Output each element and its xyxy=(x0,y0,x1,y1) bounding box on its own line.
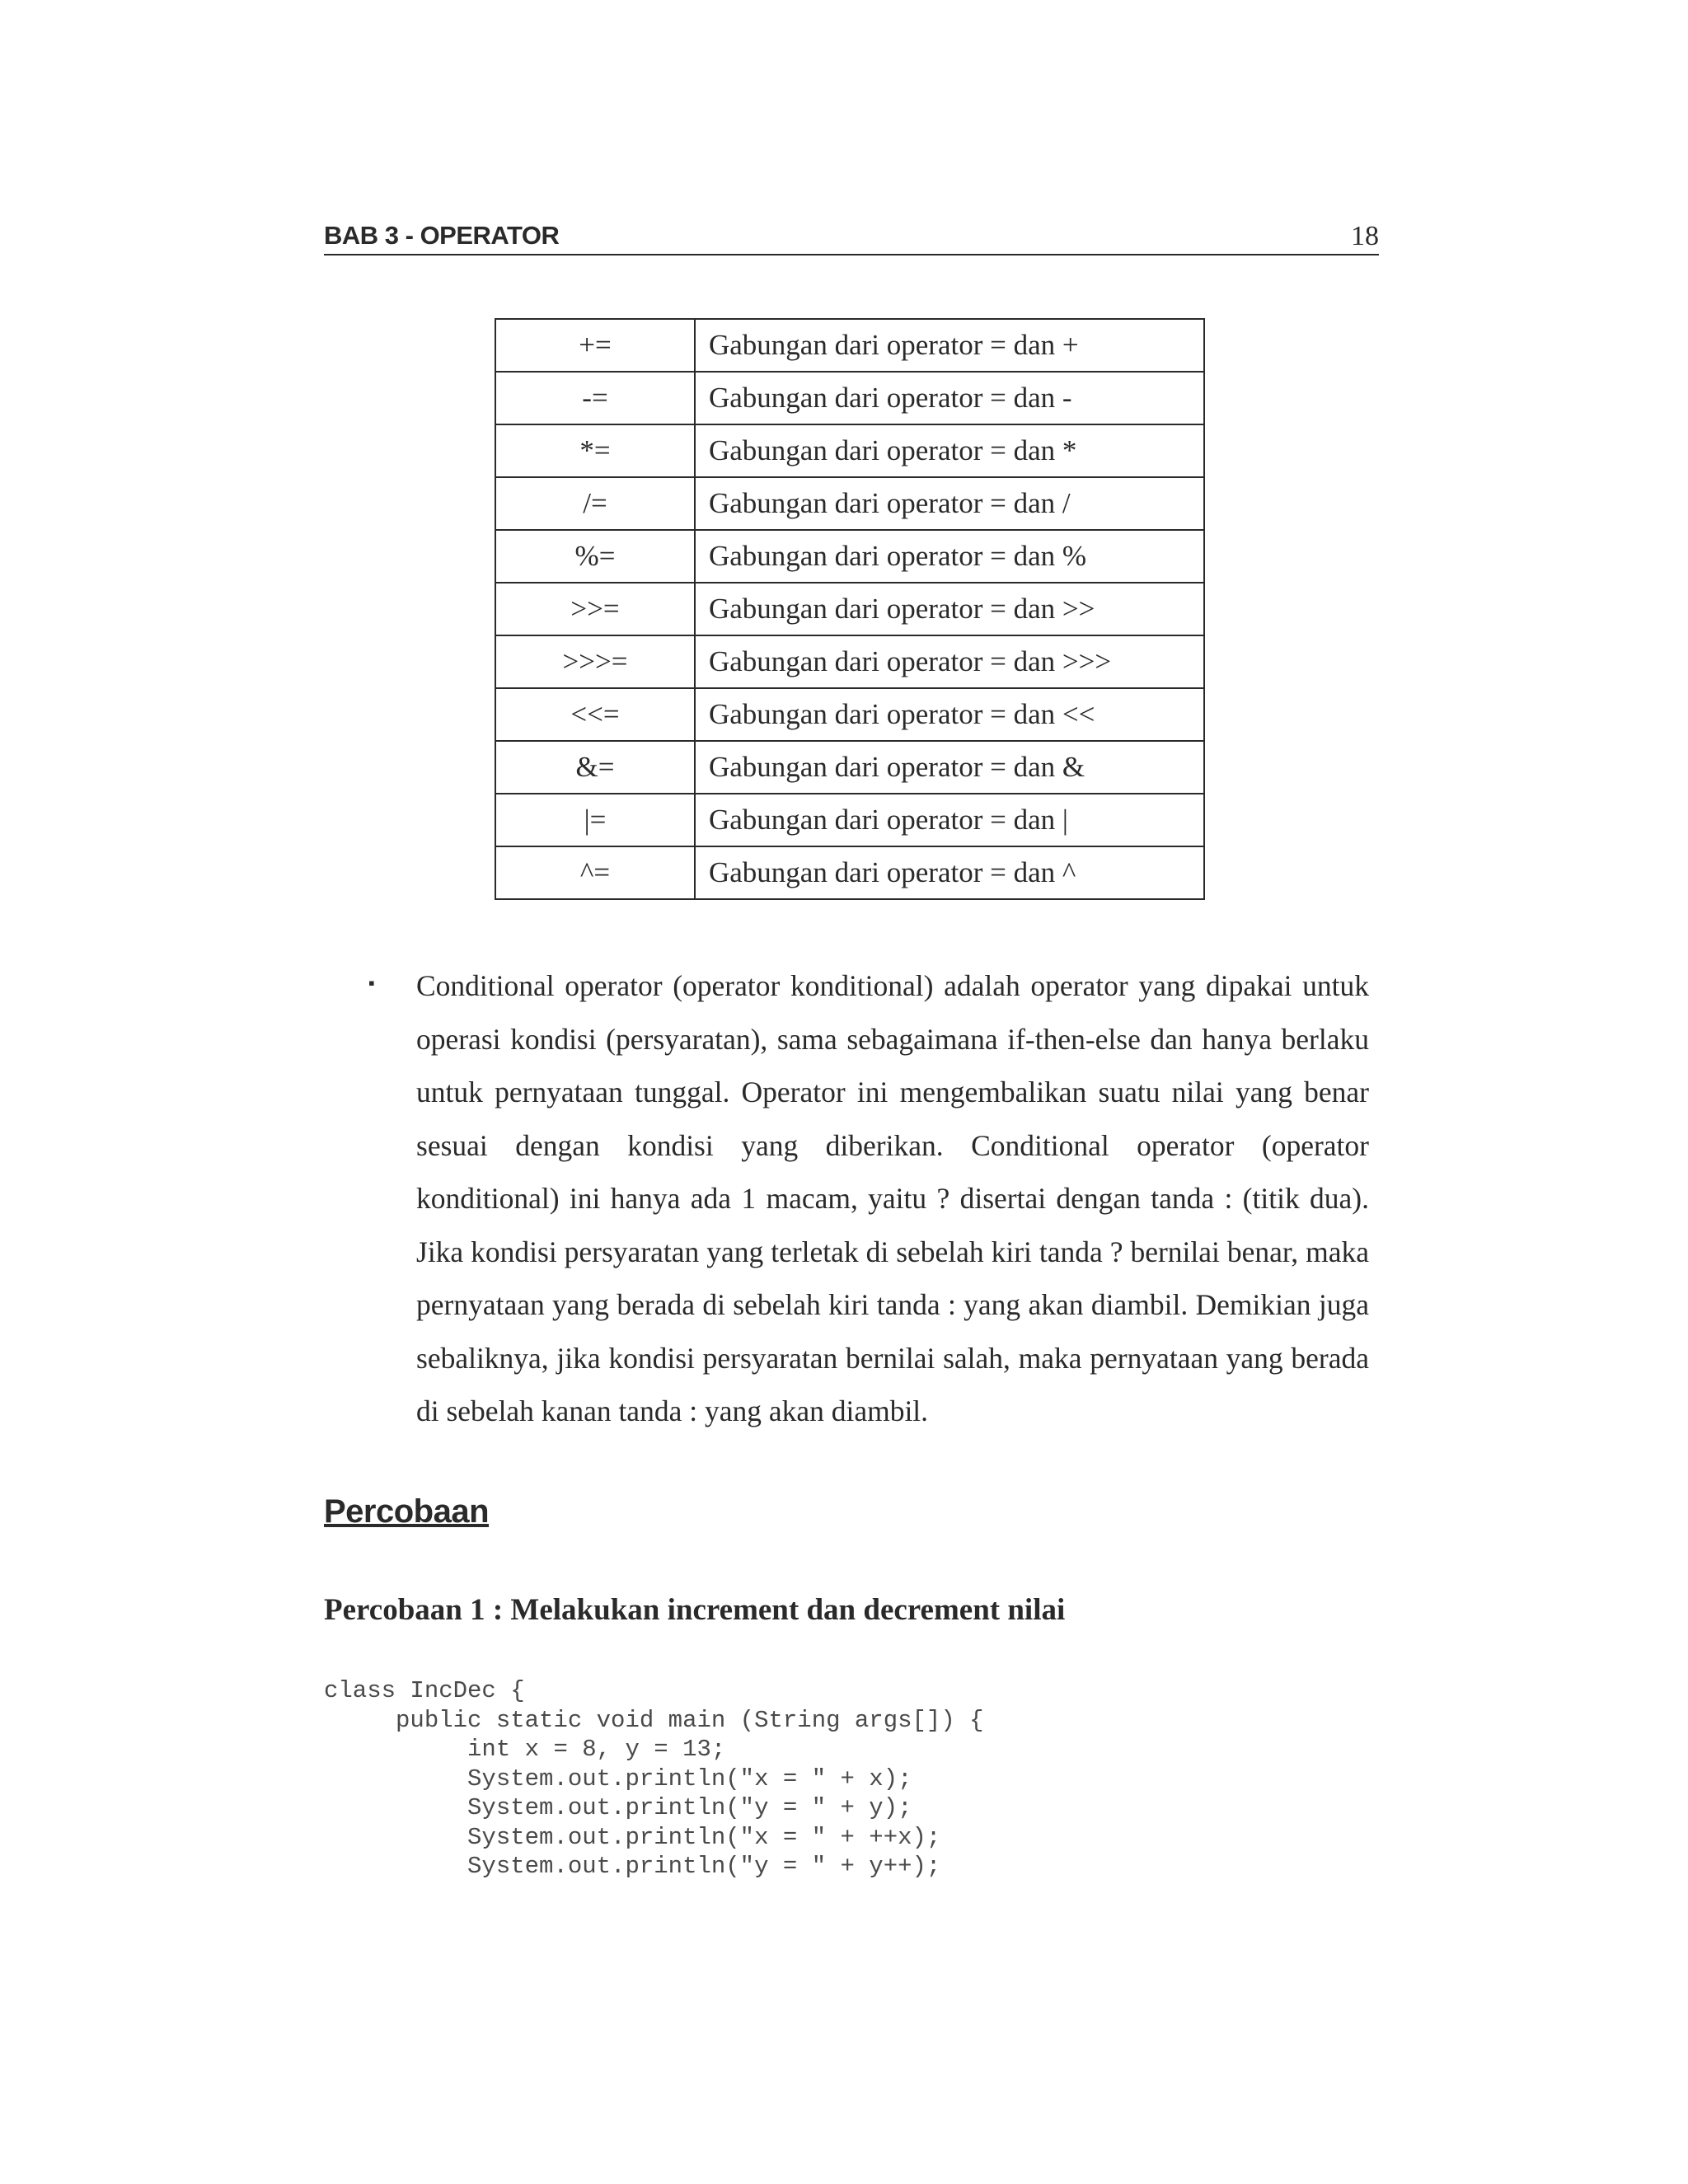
operator-cell: >>= xyxy=(495,583,695,635)
operator-cell: *= xyxy=(495,424,695,477)
operator-cell: -= xyxy=(495,372,695,424)
table-row xyxy=(495,319,1204,372)
description-cell: Gabungan dari operator = dan & xyxy=(695,741,1204,794)
operator-cell: |= xyxy=(495,794,695,846)
table-row xyxy=(495,424,1204,477)
description-cell: Gabungan dari operator = dan % xyxy=(695,530,1204,583)
description-cell: Gabungan dari operator = dan >>> xyxy=(695,635,1204,688)
operator-cell: += xyxy=(495,319,695,372)
description-cell: Gabungan dari operator = dan + xyxy=(695,319,1204,372)
page-header xyxy=(324,221,1379,255)
conditional-operator-paragraph: Conditional operator (operator konditional) adalah operator yang dipakai untuk operasi kondisi (persyaratan), sama sebagaimana if-then-else dan hanya berlaku untuk pernyataan tunggal. Operator ini mengembalikan suatu nilai yang benar sesuai dengan kondisi yang diberikan. Conditional operator (operator konditional) ini hanya ada 1 macam, yaitu ? disertai dengan tanda : (titik dua). Jika kondisi persyaratan yang terletak di sebelah kiri tanda ? bernilai benar, maka pernyataan yang berada di sebelah kiri tanda : yang akan diambil. Demikian juga sebaliknya, jika kondisi persyaratan bernilai salah, maka pernyataan yang berada di sebelah kanan tanda : yang akan diambil. xyxy=(416,969,1369,1427)
chapter-title: BAB 3 - OPERATOR xyxy=(324,221,560,250)
section-heading: Percobaan xyxy=(324,1493,490,1530)
operator-cell: ^= xyxy=(495,846,695,899)
subsection-heading: Percobaan 1 : Melakukan increment dan decrement nilai xyxy=(324,1593,1066,1627)
table-row xyxy=(495,846,1204,899)
bullet-marker: ▪ xyxy=(368,972,375,993)
description-cell: Gabungan dari operator = dan | xyxy=(695,794,1204,846)
table-row xyxy=(495,741,1204,794)
table-row xyxy=(495,688,1204,741)
description-cell: Gabungan dari operator = dan ^ xyxy=(695,846,1204,899)
description-cell: Gabungan dari operator = dan - xyxy=(695,372,1204,424)
operator-cell: /= xyxy=(495,477,695,530)
table-row xyxy=(495,635,1204,688)
description-cell: Gabungan dari operator = dan / xyxy=(695,477,1204,530)
table-row xyxy=(495,583,1204,635)
table-row xyxy=(495,794,1204,846)
description-cell: Gabungan dari operator = dan * xyxy=(695,424,1204,477)
table-row xyxy=(495,477,1204,530)
description-cell: Gabungan dari operator = dan << xyxy=(695,688,1204,741)
operator-cell: >>>= xyxy=(495,635,695,688)
table-row xyxy=(495,530,1204,583)
page-number: 18 xyxy=(1351,221,1379,251)
description-cell: Gabungan dari operator = dan >> xyxy=(695,583,1204,635)
operator-cell: <<= xyxy=(495,688,695,741)
operator-table xyxy=(495,318,1205,900)
operator-cell: %= xyxy=(495,530,695,583)
operator-cell: &= xyxy=(495,741,695,794)
table-row xyxy=(495,372,1204,424)
code-listing: class IncDec { public static void main (String args[]) { int x = 8, y = 13; System.out.println("x = " + x); System.out.println("y = " + y); System.out.println("x = " + ++x); System.out.println("y = " + y++); xyxy=(324,1677,984,1880)
